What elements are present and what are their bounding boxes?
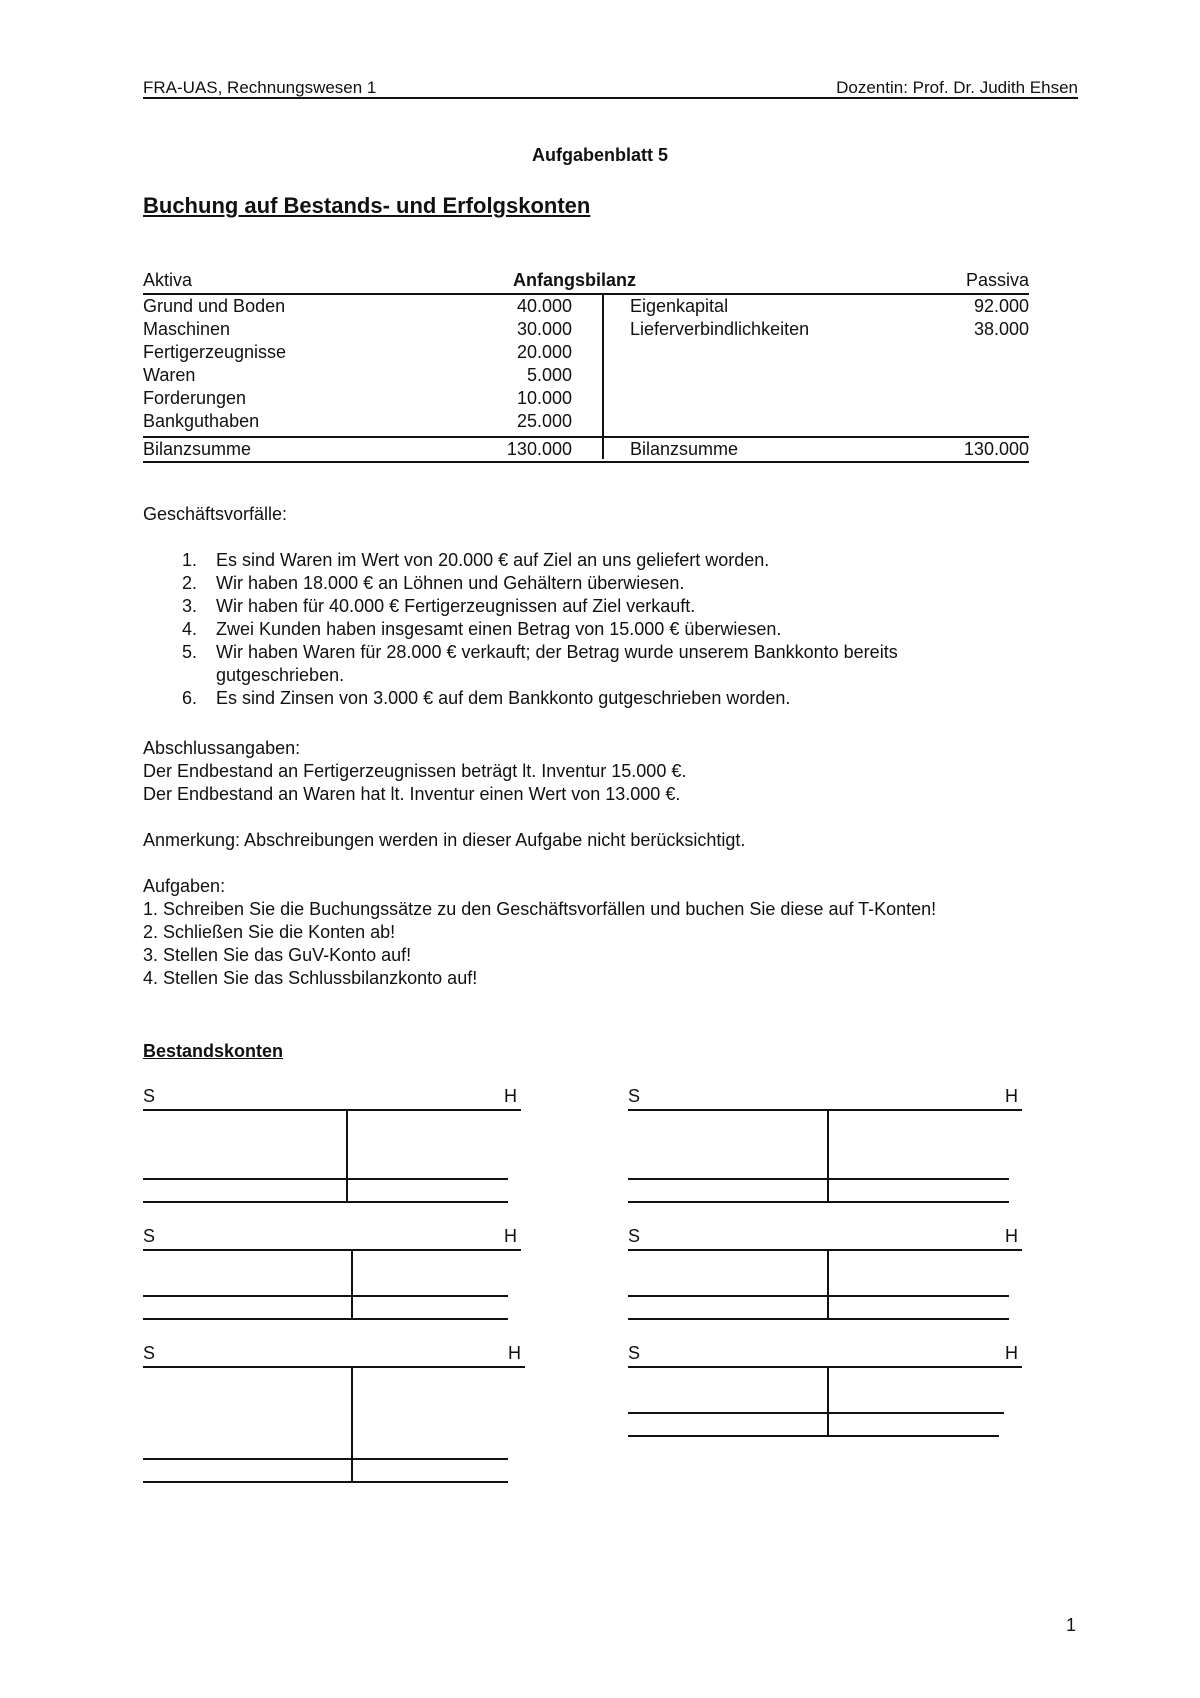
list-item — [143, 572, 1043, 595]
sum-label-right: Bilanzsumme — [630, 439, 739, 459]
t-account-bottom-rule — [628, 1201, 1009, 1203]
aktiva-name: Bankguthaben — [143, 411, 260, 431]
t-account — [143, 1086, 521, 1206]
list-item — [143, 641, 1016, 687]
t-account-sum-rule — [628, 1295, 1009, 1297]
sheet-number: Aufgabenblatt 5 — [531, 145, 668, 165]
item-number: 3. — [182, 596, 198, 616]
header-rule — [143, 97, 1078, 99]
aktiva-value: 30.000 — [516, 319, 572, 339]
task-item: 4. Stellen Sie das Schlussbilanzkonto auf! — [143, 968, 478, 988]
t-account-top-rule — [143, 1109, 521, 1111]
sum-value-right: 130.000 — [963, 439, 1029, 459]
aktiva-value: 20.000 — [516, 342, 572, 362]
soll-label: S — [628, 1086, 641, 1106]
task-item: 1. Schreiben Sie die Buchungssätze zu den Geschäftsvorfällen und buchen Sie diese auf T-Konten! — [143, 899, 937, 919]
page-number: 1 — [1065, 1615, 1076, 1635]
list-item — [143, 595, 1043, 618]
soll-label: S — [143, 1226, 156, 1246]
haben-label: H — [1005, 1343, 1018, 1363]
aktiva-value: 25.000 — [516, 411, 572, 431]
header-course: FRA-UAS, Rechnungswesen 1 — [143, 78, 377, 97]
t-account-sum-rule — [143, 1178, 508, 1180]
balance-body — [143, 295, 1029, 438]
t-account-bottom-rule — [628, 1318, 1009, 1320]
t-account — [628, 1226, 1022, 1326]
list-item — [143, 549, 1043, 572]
t-account-bottom-rule — [143, 1481, 508, 1483]
t-account-sum-rule — [143, 1295, 508, 1297]
t-account-top-rule — [628, 1109, 1022, 1111]
aktiva-name: Fertigerzeugnisse — [143, 342, 287, 362]
aktiva-value: 40.000 — [516, 296, 572, 316]
transactions-list — [143, 549, 1043, 710]
t-account — [628, 1086, 1022, 1206]
aktiva-heading: Aktiva — [143, 270, 193, 290]
sum-value-left: 130.000 — [506, 439, 572, 459]
soll-label: S — [628, 1226, 641, 1246]
item-text: Wir haben für 40.000 € Fertigerzeugnissen auf Ziel verkauft. — [216, 596, 696, 616]
transactions-heading: Geschäftsvorfälle: — [143, 504, 288, 524]
t-account — [143, 1343, 525, 1488]
passiva-name: Lieferverbindlichkeiten — [630, 319, 810, 339]
section-title: Bestandskonten — [143, 1041, 284, 1061]
t-account-divider — [827, 1366, 829, 1435]
tasks-heading: Aufgaben: — [143, 876, 226, 896]
t-account-bottom-rule — [143, 1201, 508, 1203]
passiva-value: 38.000 — [973, 319, 1029, 339]
haben-label: H — [1005, 1086, 1018, 1106]
soll-label: S — [143, 1086, 156, 1106]
t-account-divider — [351, 1249, 353, 1318]
balance-title: Anfangsbilanz — [513, 270, 637, 290]
t-account — [628, 1343, 1022, 1443]
haben-label: H — [1005, 1226, 1018, 1246]
t-account-top-rule — [628, 1366, 1022, 1368]
t-account-divider — [351, 1366, 353, 1481]
passiva-heading: Passiva — [965, 270, 1029, 290]
aktiva-name: Waren — [143, 365, 196, 385]
sum-label-left: Bilanzsumme — [143, 439, 252, 459]
closing-line: Der Endbestand an Waren hat lt. Inventur einen Wert von 13.000 €. — [143, 784, 681, 804]
item-number: 1. — [182, 550, 198, 570]
opening-balance-sheet — [143, 270, 1029, 463]
item-number: 5. — [182, 642, 198, 662]
soll-label: S — [143, 1343, 156, 1363]
item-text: Wir haben 18.000 € an Löhnen und Gehältern überwiesen. — [216, 573, 685, 593]
t-account-sum-rule — [628, 1178, 1009, 1180]
soll-label: S — [628, 1343, 641, 1363]
aktiva-name: Grund und Boden — [143, 296, 286, 316]
item-number: 2. — [182, 573, 198, 593]
list-item — [143, 687, 1043, 710]
t-account-top-rule — [628, 1249, 1022, 1251]
header-lecturer: Dozentin: Prof. Dr. Judith Ehsen — [836, 78, 1078, 97]
passiva-name: Eigenkapital — [630, 296, 729, 316]
t-account-divider — [346, 1109, 348, 1201]
note: Anmerkung: Abschreibungen werden in dieser Aufgabe nicht berücksichtigt. — [143, 830, 746, 850]
aktiva-name: Maschinen — [143, 319, 231, 339]
t-account-divider — [827, 1109, 829, 1201]
task-item: 3. Stellen Sie das GuV-Konto auf! — [143, 945, 412, 965]
haben-label: H — [508, 1343, 521, 1363]
balance-header — [143, 270, 1029, 295]
passiva-value: 92.000 — [973, 296, 1029, 316]
item-number: 6. — [182, 688, 198, 708]
list-item — [143, 618, 1043, 641]
balance-divider — [602, 295, 604, 459]
page-title: Buchung auf Bestands- und Erfolgskonten — [143, 193, 591, 218]
aktiva-value: 10.000 — [516, 388, 572, 408]
aktiva-value: 5.000 — [526, 365, 572, 385]
item-text: Es sind Waren im Wert von 20.000 € auf Ziel an uns geliefert worden. — [216, 550, 770, 570]
closing-line: Der Endbestand an Fertigerzeugnissen beträgt lt. Inventur 15.000 €. — [143, 761, 687, 781]
t-account-bottom-rule — [628, 1435, 999, 1437]
haben-label: H — [504, 1226, 517, 1246]
t-account-sum-rule — [628, 1412, 1004, 1414]
item-text: Es sind Zinsen von 3.000 € auf dem Bankkonto gutgeschrieben worden. — [216, 688, 791, 708]
t-account-bottom-rule — [143, 1318, 508, 1320]
haben-label: H — [504, 1086, 517, 1106]
t-account-top-rule — [143, 1366, 525, 1368]
task-item: 2. Schließen Sie die Konten ab! — [143, 922, 396, 942]
item-text: Zwei Kunden haben insgesamt einen Betrag von 15.000 € überwiesen. — [216, 619, 782, 639]
aktiva-name: Forderungen — [143, 388, 247, 408]
t-account-top-rule — [143, 1249, 521, 1251]
item-text: Wir haben Waren für 28.000 € verkauft; der Betrag wurde unserem Bankkonto bereits gutgeschrieben. — [216, 642, 898, 685]
t-account-sum-rule — [143, 1458, 508, 1460]
t-account — [143, 1226, 521, 1326]
balance-total-row — [143, 438, 1029, 463]
t-account-divider — [827, 1249, 829, 1318]
item-number: 4. — [182, 619, 198, 639]
closing-heading: Abschlussangaben: — [143, 738, 301, 758]
